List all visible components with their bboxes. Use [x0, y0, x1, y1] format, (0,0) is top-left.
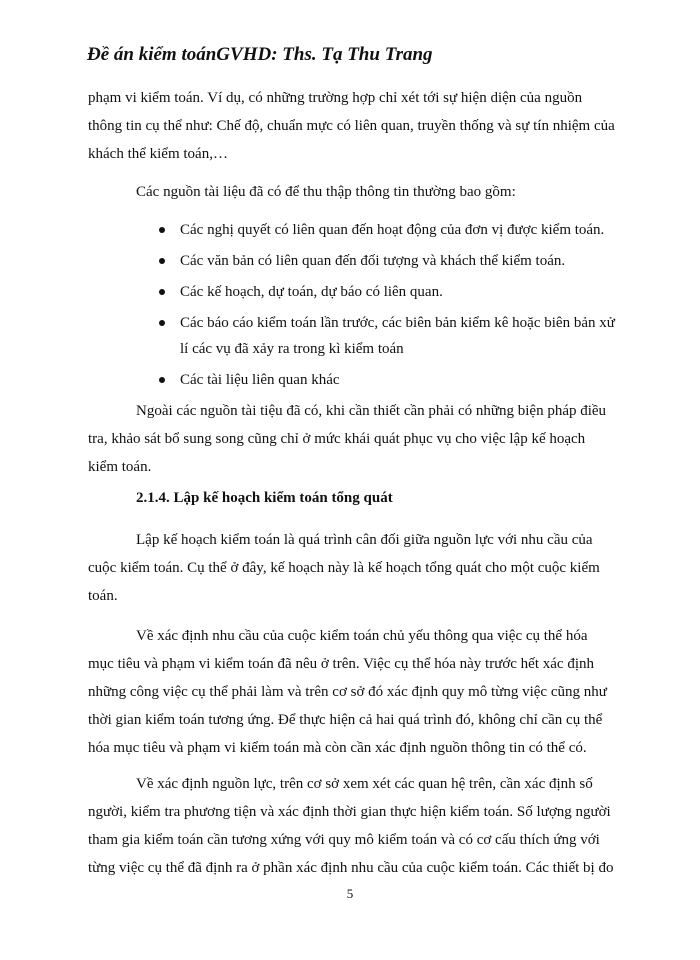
list-item: Các văn bản có liên quan đến đối tượng và khách thể kiểm toán. — [88, 248, 616, 274]
paragraph-scope-info-sources: phạm vi kiểm toán. Ví dụ, có những trường hợp chỉ xét tới sự hiện diện của nguồn thông tin cụ thể như: Chế độ, chuẩn mực có liên quan, truyền thống và sự tín nhiệm của khách thể kiểm toán,… — [88, 90, 615, 162]
list-item: Các báo cáo kiểm toán lần trước, các biên bản kiểm kê hoặc biên bản xử lí các vụ đã xảy ra trong kì kiểm toán — [88, 310, 616, 362]
paragraph-planning-definition: Lập kế hoạch kiểm toán là quá trình cân đối giữa nguồn lực với nhu cầu của cuộc kiểm toán. Cụ thể ở đây, kế hoạch này là kế hoạch tổng quát cho một cuộc kiểm toán. — [88, 532, 600, 604]
document-header: Đề án kiểm toánGVHD: Ths. Tạ Thu Trang — [87, 44, 433, 65]
list-item: Các kế hoạch, dự toán, dự báo có liên quan. — [88, 279, 616, 305]
paragraph-sources-intro: Các nguồn tài liệu đã có để thu thập thông tin thường bao gồm: — [136, 184, 516, 200]
source-documents-list — [88, 217, 616, 398]
paragraph-determine-needs: Về xác định nhu cầu của cuộc kiểm toán chủ yếu thông qua việc cụ thể hóa mục tiêu và phạm vi kiểm toán đã nêu ở trên. Việc cụ thể hóa này trước hết xác định những công việc cụ thể phải làm và trên cơ sở đó xác định quy mô từng việc cũng như thời gian kiểm toán tương ứng. Để thực hiện cả hai quá trình đó, không chỉ cần cụ thể hóa mục tiêu và phạm vi kiểm toán mà còn cần xác định nguồn thông tin có thể có. — [88, 628, 607, 756]
section-heading: 2.1.4. Lập kế hoạch kiểm toán tổng quát — [136, 490, 393, 506]
page-number: 5 — [346, 886, 354, 901]
paragraph-determine-resources: Về xác định nguồn lực, trên cơ sở xem xét các quan hệ trên, cần xác định số người, kiểm tra phương tiện và xác định thời gian thực hiện kiểm toán. Số lượng người tham gia kiểm toán cần tương xứng với quy mô kiểm toán và có cơ cấu thích ứng với từng việc cụ thể đã định ra ở phần xác định nhu cầu của cuộc kiểm toán. Các thiết bị đo — [88, 776, 614, 876]
list-item: Các nghị quyết có liên quan đến hoạt động của đơn vị được kiểm toán. — [88, 217, 616, 243]
paragraph-additional-surveys: Ngoài các nguồn tài tiệu đã có, khi cần thiết cần phải có những biện pháp điều tra, khảo sát bổ sung song cũng chỉ ở mức khái quát phục vụ cho việc lập kế hoạch kiểm toán. — [88, 403, 607, 475]
list-item: Các tài liệu liên quan khác — [88, 367, 616, 393]
